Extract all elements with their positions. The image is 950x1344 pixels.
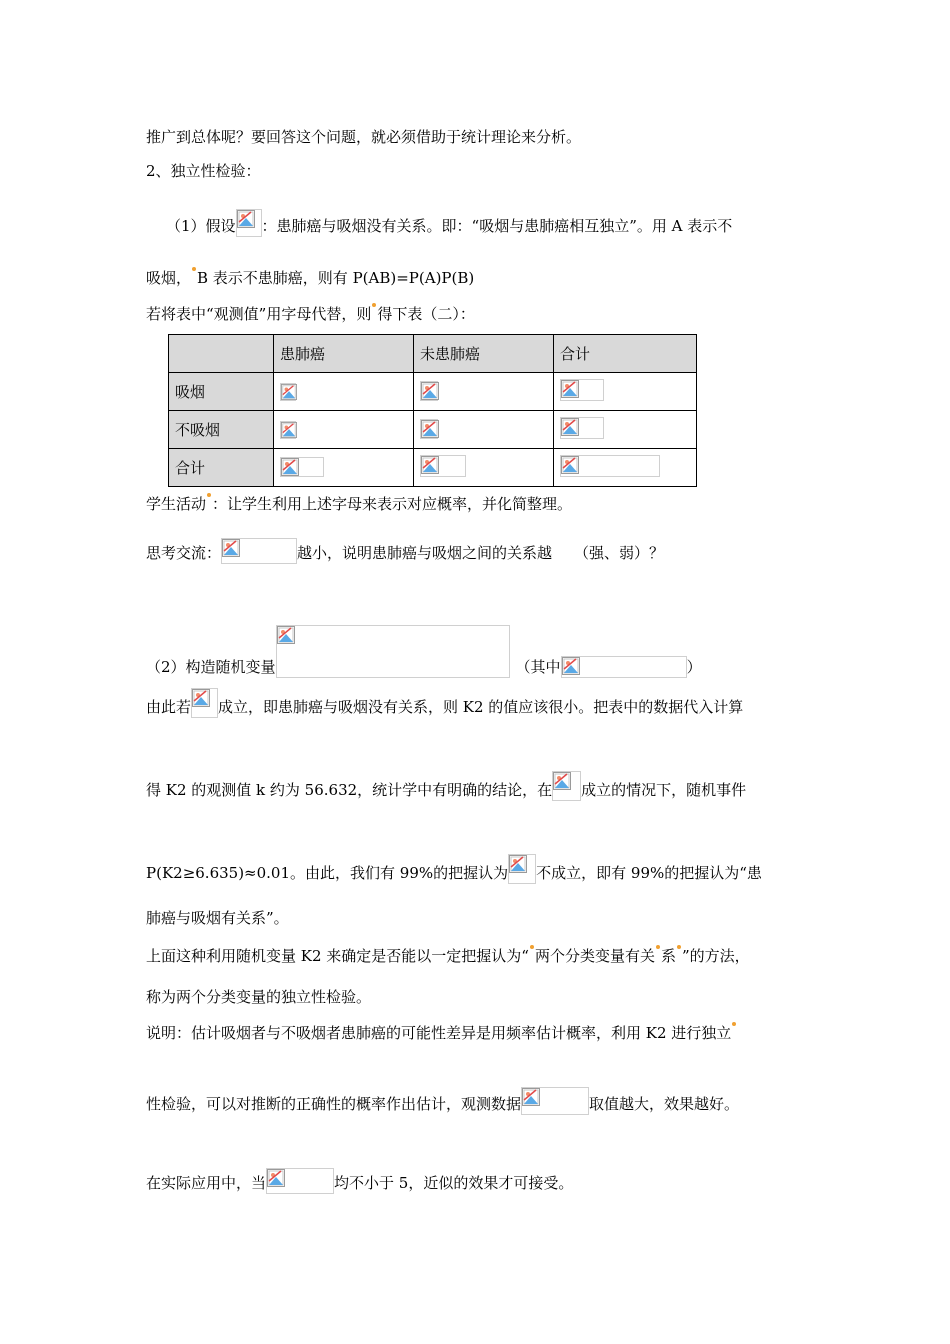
table-row-label: 不吸烟 <box>169 411 274 449</box>
table-cell <box>554 449 697 487</box>
edit-mark-icon <box>372 303 376 307</box>
formula-image <box>221 538 297 564</box>
broken-image-icon <box>509 855 527 873</box>
text-segment: 得 K2 的观测值 k 约为 56.632，统计学中有明确的结论，在 <box>146 781 553 799</box>
text-segment: 均不小于 5，近似的效果才可接受。 <box>334 1174 574 1192</box>
text-segment: （2）构造随机变量 <box>146 658 276 676</box>
table-cell <box>274 411 414 449</box>
formula-image <box>266 1168 334 1194</box>
edit-mark-icon <box>207 493 211 497</box>
paragraph-student-activity <box>146 493 572 515</box>
formula-image <box>560 455 660 477</box>
broken-image-icon <box>281 422 297 438</box>
formula-image <box>280 421 296 439</box>
text-segment: 吸烟， <box>146 269 192 287</box>
text-segment: 若将表中“观测值”用字母代替，则 <box>146 305 372 323</box>
table-row-label: 合计 <box>169 449 274 487</box>
table-row <box>169 411 697 449</box>
paragraph-conclusion: 肺癌与吸烟有关系”。 <box>146 909 289 927</box>
paragraph-k2-small <box>146 688 743 718</box>
text-segment: ：患肺癌与吸烟没有关系。即：“吸烟与患肺癌相互独立”。用 A 表示不 <box>261 217 733 235</box>
broken-image-icon <box>421 456 439 474</box>
text-segment: 系 <box>660 947 676 965</box>
table-cell <box>554 411 697 449</box>
text-segment: 不成立，即有 99%的把握认为“患 <box>536 864 762 882</box>
table-cell <box>274 449 414 487</box>
edit-mark-icon <box>192 267 196 271</box>
broken-image-icon <box>281 458 299 476</box>
broken-image-icon <box>561 456 579 474</box>
text-segment: 思考交流： <box>146 544 222 562</box>
formula-image <box>280 383 296 401</box>
section-heading-independence-test: 2、独立性检验： <box>146 162 261 180</box>
text-segment: 上面这种利用随机变量 K2 来确定是否能以一定把握认为“ <box>146 947 529 965</box>
formula-image <box>560 417 604 439</box>
formula-image <box>561 656 687 678</box>
text-segment: ：让学生利用上述字母来表示对应概率，并化简整理。 <box>212 495 573 513</box>
table-row <box>169 373 697 411</box>
edit-mark-icon <box>677 945 681 949</box>
paragraph-table-intro <box>146 303 475 325</box>
text-segment: ”的方法， <box>682 947 750 965</box>
table-cell <box>274 373 414 411</box>
text-segment: 在实际应用中，当 <box>146 1174 267 1192</box>
table-cell <box>414 449 554 487</box>
formula-image <box>420 455 466 477</box>
broken-image-icon <box>421 382 439 400</box>
formula-image <box>276 625 510 678</box>
text-segment: B 表示不患肺癌，则有 P(AB)=P(A)P(B) <box>197 269 475 287</box>
formula-image <box>508 854 536 884</box>
formula-image <box>236 209 262 237</box>
formula-image <box>552 771 581 801</box>
formula-image <box>420 381 438 401</box>
broken-image-icon <box>553 772 571 790</box>
text-segment: P(K2≥6.635)≈0.01。由此，我们有 99%的把握认为 <box>146 864 509 882</box>
table-cell <box>554 373 697 411</box>
table-header-row <box>169 335 697 373</box>
paragraph-observed-data <box>146 1087 739 1115</box>
paragraph-application <box>146 1168 573 1194</box>
table-header-cell: 患肺癌 <box>274 335 414 373</box>
text-segment: 成立的情况下，随机事件 <box>581 781 747 799</box>
text-segment: 成立，即患肺癌与吸烟没有关系，则 K2 的值应该很小。把表中的数据代入计算 <box>218 698 744 716</box>
paragraph-intro: 推广到总体呢？要回答这个问题，就必须借助于统计理论来分析。 <box>146 128 582 146</box>
text-segment: 说明：估计吸烟者与不吸烟者患肺癌的可能性差异是用频率估计概率，利用 K2 进行独立 <box>146 1024 732 1042</box>
formula-image <box>191 688 218 718</box>
broken-image-icon <box>522 1088 540 1106</box>
text-segment: 越小，说明患肺癌与吸烟之间的关系越 <box>297 544 553 562</box>
table-corner-cell <box>169 335 274 373</box>
paragraph-hypothesis <box>166 209 732 237</box>
table-cell <box>414 411 554 449</box>
table-header-cell: 未患肺癌 <box>414 335 554 373</box>
text-segment: 由此若 <box>146 698 192 716</box>
text-segment: 学生活动 <box>146 495 207 513</box>
broken-image-icon <box>237 210 255 228</box>
paragraph-definition: 称为两个分类变量的独立性检验。 <box>146 988 372 1006</box>
text-segment: 取值越大，效果越好。 <box>589 1095 740 1113</box>
paragraph-note <box>146 1022 737 1044</box>
paragraph-k2-observed <box>146 771 746 801</box>
broken-image-icon <box>267 1169 285 1187</box>
text-segment: 性检验，可以对推断的正确性的概率作出估计，观测数据 <box>146 1095 522 1113</box>
broken-image-icon <box>277 626 295 644</box>
text-segment: ） <box>686 658 702 676</box>
formula-image <box>280 457 324 477</box>
edit-mark-icon <box>656 945 660 949</box>
table-row-label: 吸烟 <box>169 373 274 411</box>
formula-image <box>521 1087 589 1115</box>
paragraph-method <box>146 945 750 967</box>
text-segment: （强、弱）？ <box>574 544 665 562</box>
edit-mark-icon <box>732 1022 736 1026</box>
formula-image <box>420 419 438 439</box>
table-row <box>169 449 697 487</box>
paragraph-probability <box>146 854 762 884</box>
text-segment: （其中 <box>515 658 561 676</box>
formula-image <box>560 379 604 401</box>
text-segment: 得下表（二）： <box>377 305 475 323</box>
table-cell <box>414 373 554 411</box>
paragraph-discussion <box>146 538 664 564</box>
broken-image-icon <box>421 420 439 438</box>
edit-mark-icon <box>530 945 534 949</box>
broken-image-icon <box>561 418 579 436</box>
broken-image-icon <box>561 380 579 398</box>
contingency-table <box>168 334 697 487</box>
paragraph-random-variable <box>146 625 702 678</box>
text-segment: （1）假设 <box>166 217 236 235</box>
text-segment: 两个分类变量有关 <box>534 947 655 965</box>
broken-image-icon <box>562 657 580 675</box>
broken-image-icon <box>222 539 240 557</box>
broken-image-icon <box>281 384 297 400</box>
paragraph-events <box>146 267 474 289</box>
table-header-cell: 合计 <box>554 335 697 373</box>
broken-image-icon <box>192 689 210 707</box>
